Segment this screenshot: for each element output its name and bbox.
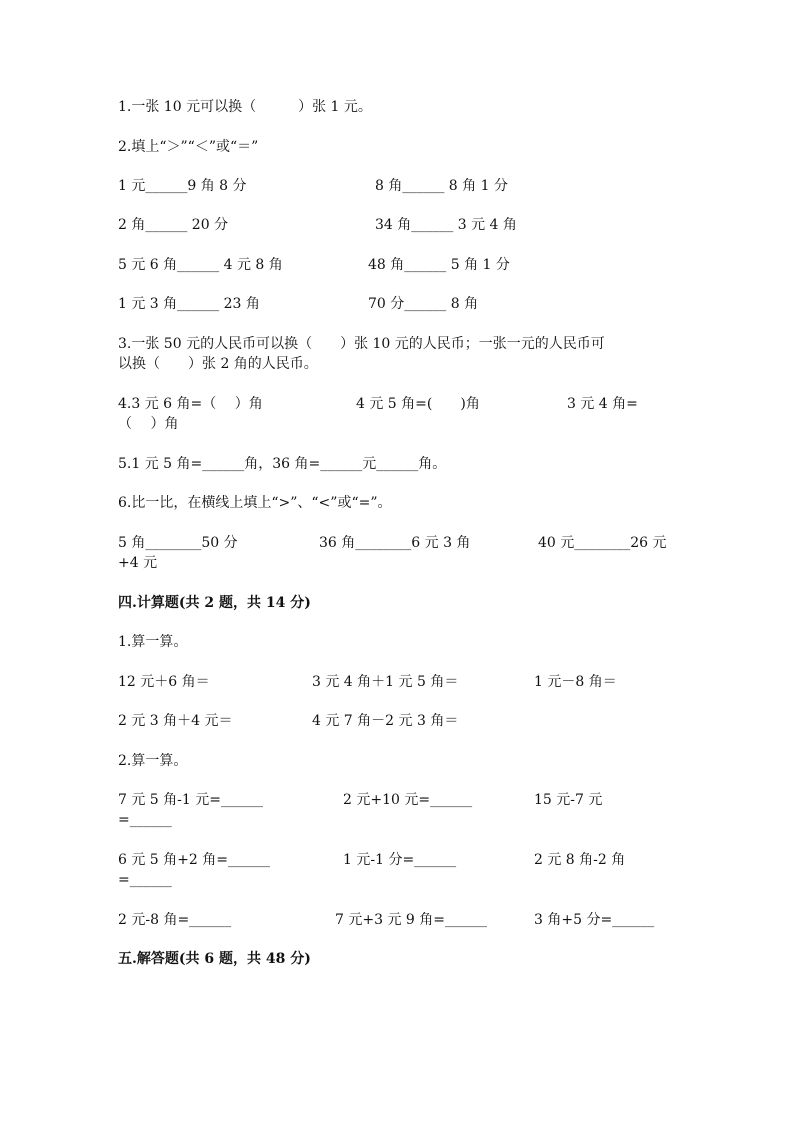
q4-part-a: 4.3 元 6 角=（ ）角 (118, 396, 263, 412)
q2-title: 2.填上“＞”“＜”或“＝” (118, 139, 259, 155)
calc-2-title: 2.算一算。 (118, 753, 188, 769)
section-5-title: 五.解答题(共 6 题，共 48 分) (118, 951, 311, 967)
q2-item-7: 1 元 3 角______ 23 角 (118, 296, 260, 312)
q2-item-2: 8 角______ 8 角 1 分 (375, 178, 508, 194)
calc-2-item-5: 1 元-1 分=______ (343, 852, 457, 868)
q2-item-3: 2 角______ 20 分 (118, 217, 229, 233)
q2-item-4: 34 角______ 3 元 4 角 (375, 217, 517, 233)
q6-part-c-cont: +4 元 (118, 555, 158, 571)
q4-part-c: 3 元 4 角= (567, 396, 638, 412)
q2-item-8: 70 分______ 8 角 (368, 296, 479, 312)
q6-part-b: 36 角________6 元 3 角 (319, 535, 471, 551)
calc-2-item-6: 2 元 8 角-2 角 (534, 852, 626, 868)
q2-item-5: 5 元 6 角______ 4 元 8 角 (118, 257, 283, 273)
calc-1-item-2: 3 元 4 角＋1 元 5 角＝ (312, 674, 459, 690)
q4-part-c-cont: （ ）角 (118, 416, 179, 432)
calc-2-item-6-cont: =______ (118, 872, 172, 888)
q3-line-1: 3.一张 50 元的人民币可以换（ ）张 10 元的人民币；一张一元的人民币可 (118, 336, 605, 352)
calc-2-item-9: 3 角+5 分=______ (534, 912, 655, 928)
calc-2-item-1: 7 元 5 角-1 元=______ (118, 792, 263, 808)
q2-item-1: 1 元______9 角 8 分 (118, 178, 247, 194)
calc-2-item-7: 2 元-8 角=______ (118, 912, 232, 928)
section-4-title: 四.计算题(共 2 题，共 14 分) (118, 595, 311, 611)
q4-part-b: 4 元 5 角=( )角 (356, 396, 480, 412)
q6-title: 6.比一比，在横线上填上“>”、“<”或“=”。 (118, 495, 392, 511)
q6-part-c: 40 元________26 元 (538, 535, 667, 551)
calc-1-title: 1.算一算。 (118, 634, 188, 650)
calc-2-item-2: 2 元+10 元=______ (343, 792, 473, 808)
calc-1-item-1: 12 元＋6 角＝ (118, 674, 210, 690)
calc-2-item-4: 6 元 5 角+2 角=______ (118, 852, 270, 868)
calc-2-item-3: 15 元-7 元 (534, 792, 603, 808)
q3-line-2: 以换（ ）张 2 角的人民币。 (118, 356, 318, 372)
calc-1-item-3: 1 元－8 角＝ (534, 674, 617, 690)
calc-2-item-3-cont: =______ (118, 812, 172, 828)
calc-2-item-8: 7 元+3 元 9 角=______ (335, 912, 487, 928)
q1-text: 1.一张 10 元可以换（ ）张 1 元。 (118, 99, 372, 115)
calc-1-item-4: 2 元 3 角＋4 元＝ (118, 713, 233, 729)
calc-1-item-5: 4 元 7 角－2 元 3 角＝ (312, 713, 459, 729)
q2-item-6: 48 角______ 5 角 1 分 (368, 257, 510, 273)
q5-text: 5.1 元 5 角=______角，36 角=______元______角。 (118, 456, 447, 472)
q6-part-a: 5 角________50 分 (118, 535, 238, 551)
